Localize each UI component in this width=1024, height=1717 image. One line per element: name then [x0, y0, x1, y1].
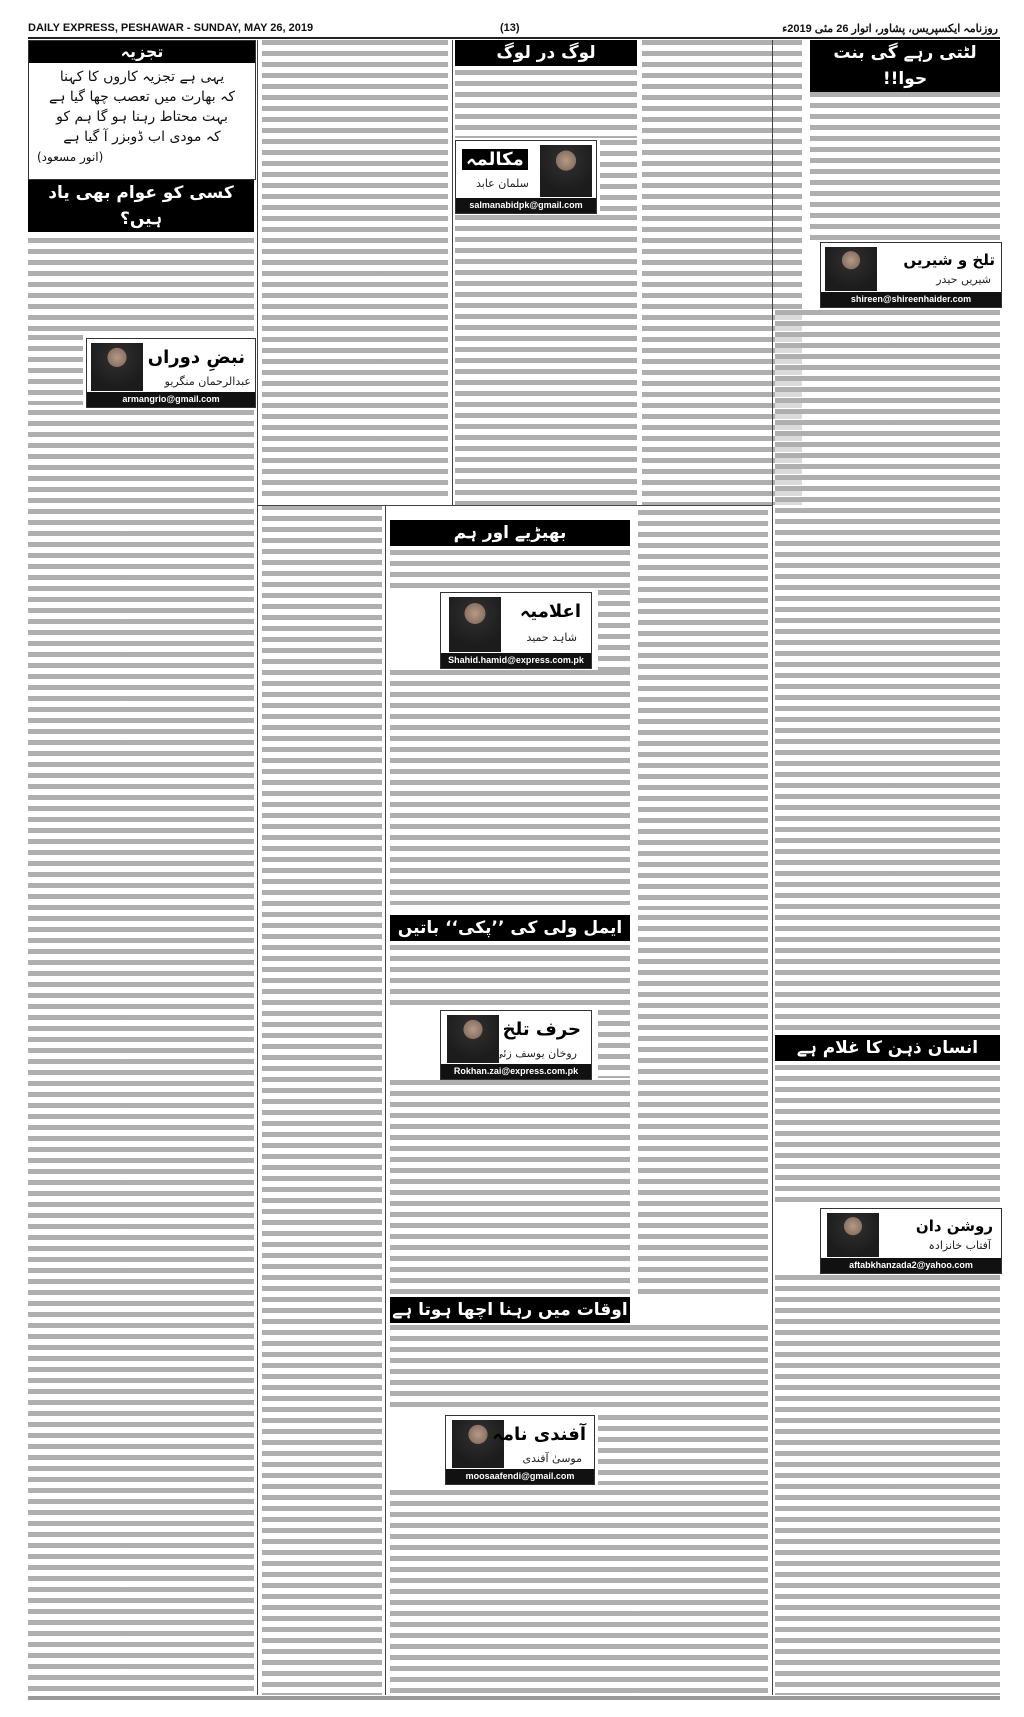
text-column	[28, 335, 83, 405]
text-column	[390, 1325, 768, 1410]
text-column	[390, 670, 630, 905]
columnist-card	[820, 242, 1002, 308]
text-column	[598, 1010, 630, 1078]
text-column	[390, 550, 630, 590]
headline-log-dar-log: لوگ در لوگ	[455, 40, 637, 66]
columnist-email[interactable]: Shahid.hamid@express.com.pk	[441, 653, 591, 668]
columnist-card	[445, 1415, 595, 1485]
text-column	[262, 505, 382, 1695]
column-divider	[257, 40, 258, 1695]
text-column	[775, 310, 1000, 1030]
headline-aimal-wali: ایمل ولی کی ’’پکی‘‘ باتیں	[390, 915, 630, 941]
columnist-photo	[91, 343, 143, 391]
poem-line: یہی ہے تجزیہ کاروں کا کہنا	[59, 69, 225, 85]
header-date-left: DAILY EXPRESS, PESHAWAR - SUNDAY, MAY 26, 2019	[28, 22, 314, 34]
text-column	[638, 915, 768, 1295]
headline-bint-e-hawa: لٹتی رہے گی بنت حوا!!	[810, 40, 1000, 92]
section-divider	[257, 505, 772, 506]
columnist-name: روخان یوسف زئی	[494, 1047, 577, 1060]
poem-box	[28, 40, 256, 180]
columnist-name: شیریں حیدر	[936, 273, 991, 286]
columnist-card	[820, 1208, 1002, 1274]
column-divider	[385, 505, 386, 1695]
columnist-photo	[449, 597, 501, 652]
text-column	[600, 140, 637, 212]
column-title: مکالمہ	[462, 149, 528, 170]
columnist-card	[86, 338, 256, 408]
columnist-email[interactable]: salmanabidpk@gmail.com	[456, 198, 596, 213]
text-column	[262, 40, 448, 500]
header-rule	[28, 37, 1000, 39]
columnist-photo	[447, 1015, 499, 1063]
headline-auqat: اوقات میں رہنا اچھا ہوتا ہے	[390, 1297, 630, 1323]
columnist-email[interactable]: armangrio@gmail.com	[87, 392, 255, 407]
column-title: آفندی نامہ	[492, 1424, 586, 1445]
column-divider	[772, 40, 773, 1695]
text-column	[810, 70, 1000, 240]
poem-line: کہ مودی اب ڈوبزر آ گیا ہے	[63, 129, 221, 145]
columnist-email[interactable]: Rokhan.zai@express.com.pk	[441, 1064, 591, 1079]
columnist-photo	[827, 1213, 879, 1257]
columnist-email[interactable]: aftabkhanzada2@yahoo.com	[821, 1258, 1001, 1273]
poem-line: کہ بھارت میں تعصب چھا گیا ہے	[49, 89, 235, 105]
columnist-name: شاہد حمید	[526, 631, 577, 644]
column-title: نبضِ دوراں	[147, 347, 245, 368]
columnist-name: آفتاب خانزادہ	[928, 1239, 991, 1252]
text-column	[598, 590, 630, 670]
poem-heading: تجزیہ	[29, 41, 255, 63]
header-date-right: روزنامہ ایکسپریس، پشاور، اتوار 26 مئی 2019ء	[782, 23, 998, 35]
column-title: روشن دان	[915, 1217, 993, 1235]
columnist-photo	[540, 145, 592, 197]
text-column	[390, 1080, 630, 1295]
columnist-card	[440, 592, 592, 669]
columnist-email[interactable]: moosaafendi@gmail.com	[446, 1469, 594, 1484]
column-divider	[452, 40, 453, 505]
headline-bheriye: بھیڑیے اور ہم	[390, 520, 630, 546]
columnist-photo	[825, 247, 877, 291]
footer-rule	[28, 1696, 1000, 1700]
poem-author: (انور مسعود)	[37, 150, 104, 164]
headline-insan: انسان ذہن کا غلام ہے	[775, 1035, 1000, 1061]
columnist-name: عبدالرحمان منگریو	[164, 375, 251, 388]
column-title: اعلامیہ	[519, 601, 581, 622]
text-column	[598, 1415, 768, 1485]
text-column	[455, 215, 637, 505]
column-title: حرف تلخ	[502, 1019, 581, 1040]
columnist-email[interactable]: shireen@shireenhaider.com	[821, 292, 1001, 307]
columnist-name: موسیٰ آفندی	[522, 1452, 582, 1465]
page-number: (13)	[500, 22, 520, 34]
columnist-card	[455, 140, 597, 214]
text-column	[638, 510, 768, 910]
text-column	[390, 1490, 768, 1695]
columnist-name: سلمان عابد	[476, 177, 529, 190]
text-column	[455, 70, 637, 138]
poem-line: بہت محتاط رہنا ہو گا ہم کو	[56, 109, 228, 125]
text-column	[775, 1065, 1000, 1205]
text-column	[390, 945, 630, 1005]
text-column	[775, 1275, 1000, 1695]
columnist-card	[440, 1010, 592, 1080]
text-column	[28, 410, 254, 1695]
headline-awam: کسی کو عوام بھی یاد ہیں؟	[28, 180, 254, 232]
column-title: تلخ و شیریں	[903, 251, 995, 269]
